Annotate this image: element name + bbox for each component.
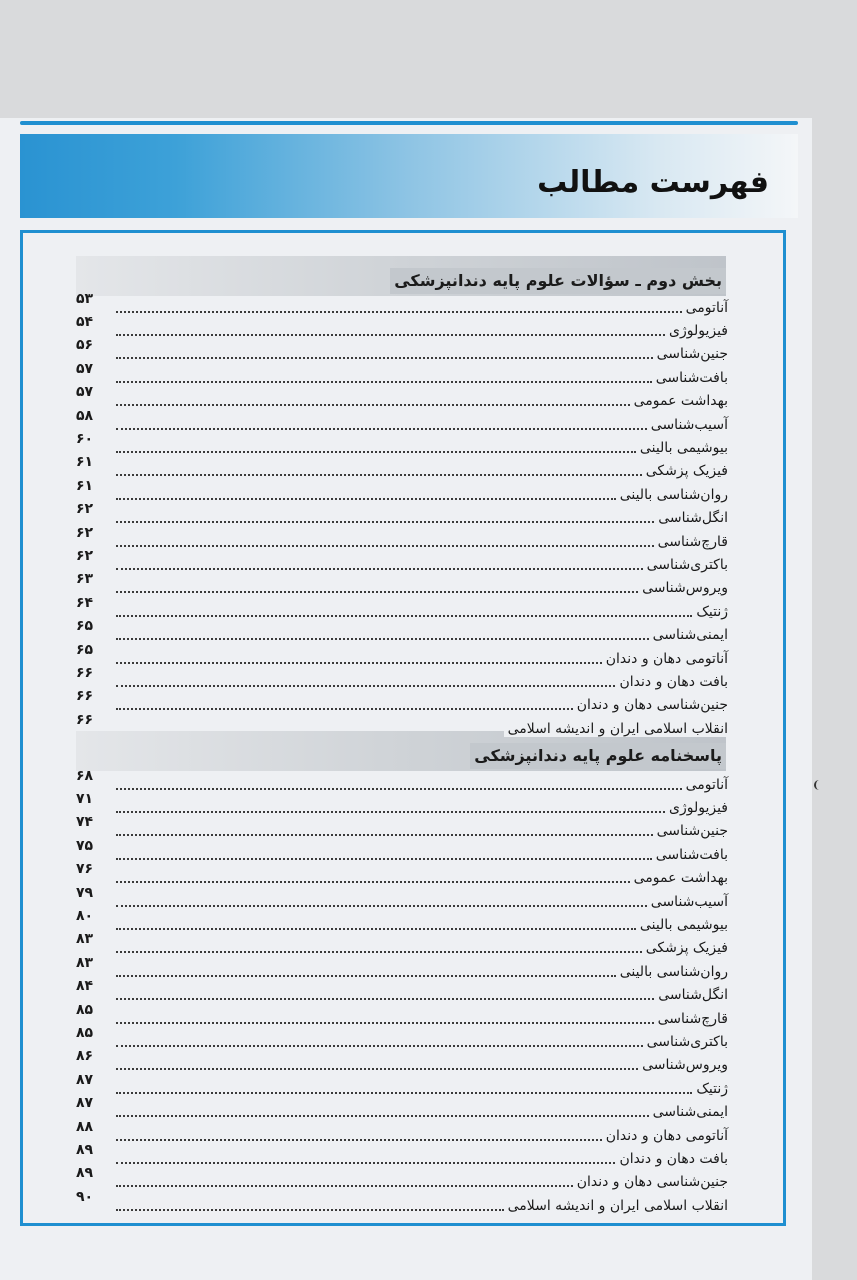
- toc-entry-page: ۶۲: [76, 547, 94, 564]
- toc-entry: [76, 814, 728, 843]
- dot-leader: [116, 1139, 602, 1141]
- dot-leader: [116, 811, 665, 813]
- toc-entry-page: ۷۶: [76, 861, 94, 878]
- toc-entry-page: ۶۴: [76, 594, 94, 611]
- toc-entry: [76, 791, 728, 819]
- toc-entry: [76, 547, 728, 576]
- toc-entry: [76, 978, 728, 1007]
- toc-entry: [76, 688, 728, 717]
- toc-entry: [76, 837, 728, 866]
- toc-entry-label: آناتومی: [682, 777, 728, 793]
- toc-entry-label: بیوشیمی بالینی: [636, 440, 728, 456]
- toc-entry: [76, 664, 728, 693]
- dot-leader: [116, 1162, 615, 1164]
- toc-entry-page: ۵۸: [76, 407, 94, 424]
- toc-entry: [76, 1095, 728, 1123]
- toc-list-questions: [76, 290, 728, 740]
- dot-leader: [116, 1068, 638, 1070]
- toc-entry-label: بافت دهان و دندان: [615, 674, 728, 690]
- toc-entry-label: انقلاب اسلامی ایران و اندیشه اسلامی: [504, 1198, 728, 1214]
- dot-leader: [116, 708, 573, 710]
- page-title: فهرست مطالب: [537, 165, 769, 200]
- toc-entry-label: بیوشیمی بالینی: [636, 917, 728, 933]
- dot-leader: [116, 451, 636, 453]
- section-title: پاسخنامه علوم پایه دندانپزشکی: [470, 743, 726, 769]
- toc-entry-page: ۵۷: [76, 384, 94, 401]
- dot-leader: [116, 1209, 504, 1211]
- toc-entry-label: قارچ‌شناسی: [654, 1011, 728, 1027]
- toc-entry-page: ۸۸: [76, 1118, 94, 1135]
- toc-entry-label: ایمنی‌شناسی: [649, 627, 728, 643]
- dot-leader: [116, 858, 652, 860]
- toc-entry-label: جنین‌شناسی دهان و دندان: [573, 697, 728, 713]
- dot-leader: [116, 1092, 692, 1094]
- toc-entry-page: ۸۰: [76, 908, 94, 925]
- toc-entry: [76, 618, 728, 646]
- toc-entry-page: ۸۵: [76, 1024, 94, 1041]
- toc-entry-label: آناتومی: [682, 300, 728, 316]
- toc-entry-label: ویروس‌شناسی: [638, 1057, 728, 1073]
- dot-leader: [116, 905, 647, 907]
- toc-entry-page: ۷۱: [76, 791, 94, 808]
- toc-entry-label: باکتری‌شناسی: [643, 1034, 728, 1050]
- toc-entry-label: روان‌شناسی بالینی: [616, 487, 728, 503]
- dot-leader: [116, 568, 643, 570]
- toc-entry-page: ۵۴: [76, 314, 94, 331]
- dot-leader: [116, 788, 682, 790]
- toc-entry-page: ۶۳: [76, 571, 94, 588]
- toc-entry-page: ۸۳: [76, 931, 94, 948]
- toc-entry-page: ۶۱: [76, 454, 94, 471]
- toc-entry-page: ۵۳: [76, 290, 94, 307]
- toc-list-answers: [76, 767, 728, 1217]
- toc-entry-label: بهداشت عمومی: [630, 393, 728, 409]
- toc-entry-page: ۸۶: [76, 1048, 94, 1065]
- toc-entry-label: آناتومی دهان و دندان: [602, 1128, 728, 1144]
- toc-entry-label: فیزیولوژی: [665, 800, 728, 816]
- toc-entry-label: آناتومی دهان و دندان: [602, 651, 728, 667]
- toc-entry: [76, 454, 728, 483]
- dot-leader: [116, 311, 682, 313]
- dot-leader: [116, 881, 630, 883]
- toc-entry: [76, 1165, 728, 1194]
- dot-leader: [116, 834, 653, 836]
- toc-entry-label: باکتری‌شناسی: [643, 557, 728, 573]
- dot-leader: [116, 928, 636, 930]
- toc-entry: [76, 1118, 728, 1147]
- toc-entry-label: فیزیک پزشکی: [642, 940, 728, 956]
- toc-entry: [76, 1001, 728, 1030]
- toc-entry: [76, 1141, 728, 1170]
- toc-entry-page: ۶۶: [76, 711, 94, 728]
- toc-entry: [76, 501, 728, 530]
- toc-entry-label: آسیب‌شناسی: [647, 417, 728, 433]
- toc-entry-label: فیزیولوژی: [665, 323, 728, 339]
- toc-entry: [76, 314, 728, 342]
- toc-entry-label: بافت‌شناسی: [652, 370, 728, 386]
- toc-entry-label: بافت‌شناسی: [652, 847, 728, 863]
- dot-leader: [116, 615, 692, 617]
- toc-entry-label: ژنتیک: [692, 1081, 728, 1097]
- toc-entry: [76, 861, 728, 890]
- toc-entry: [76, 1071, 728, 1100]
- dot-leader: [116, 1185, 573, 1187]
- top-rule: [20, 121, 798, 125]
- toc-entry: [76, 767, 728, 796]
- toc-entry: [76, 641, 728, 670]
- toc-entry: [76, 524, 728, 553]
- toc-entry-label: جنین‌شناسی: [653, 346, 728, 362]
- pen-mark: [814, 780, 824, 790]
- toc-entry: [76, 407, 728, 436]
- toc-entry: [76, 360, 728, 389]
- dot-leader: [116, 638, 649, 640]
- dot-leader: [116, 662, 602, 664]
- dot-leader: [116, 1045, 643, 1047]
- toc-entry-page: ۸۹: [76, 1141, 94, 1158]
- toc-entry: [76, 571, 728, 600]
- dot-leader: [116, 685, 615, 687]
- toc-entry-page: ۹۰: [76, 1188, 94, 1205]
- toc-entry: [76, 908, 728, 936]
- toc-entry-label: قارچ‌شناسی: [654, 534, 728, 550]
- toc-entry-label: بهداشت عمومی: [630, 870, 728, 886]
- dot-leader: [116, 521, 654, 523]
- dot-leader: [116, 1115, 649, 1117]
- toc-entry: [76, 477, 728, 506]
- toc-entry-page: ۸۷: [76, 1071, 94, 1088]
- toc-entry-page: ۸۴: [76, 978, 94, 995]
- toc-entry-page: ۶۶: [76, 664, 94, 681]
- toc-entry-label: روان‌شناسی بالینی: [616, 964, 728, 980]
- section-header-questions: [76, 256, 726, 296]
- toc-entry: [76, 431, 728, 459]
- dot-leader: [116, 545, 654, 547]
- toc-entry-page: ۶۱: [76, 477, 94, 494]
- toc-entry-label: بافت دهان و دندان: [615, 1151, 728, 1167]
- dot-leader: [116, 975, 616, 977]
- toc-entry-page: ۶۲: [76, 524, 94, 541]
- dot-leader: [116, 951, 642, 953]
- dot-leader: [116, 591, 638, 593]
- toc-entry-page: ۸۹: [76, 1165, 94, 1182]
- toc-entry: [76, 290, 728, 319]
- toc-entry-page: ۶۵: [76, 618, 94, 635]
- toc-entry: [76, 1188, 728, 1217]
- toc-entry-label: انگل‌شناسی: [654, 510, 728, 526]
- toc-entry: [76, 884, 728, 913]
- dot-leader: [116, 1022, 654, 1024]
- section-title: بخش دوم ـ سؤالات علوم پایه دندانپزشکی: [390, 268, 726, 294]
- toc-entry-page: ۶۲: [76, 501, 94, 518]
- toc-entry-page: ۸۵: [76, 1001, 94, 1018]
- toc-entry-label: ژنتیک: [692, 604, 728, 620]
- toc-entry: [76, 384, 728, 413]
- toc-entry-label: جنین‌شناسی: [653, 823, 728, 839]
- toc-entry-label: آسیب‌شناسی: [647, 894, 728, 910]
- toc-entry-page: ۶۵: [76, 641, 94, 658]
- toc-entry: [76, 337, 728, 366]
- toc-entry: [76, 594, 728, 623]
- dot-leader: [116, 474, 642, 476]
- toc-entry: [76, 954, 728, 983]
- toc-entry-page: ۶۸: [76, 767, 94, 784]
- toc-entry-label: فیزیک پزشکی: [642, 463, 728, 479]
- toc-entry: [76, 1024, 728, 1053]
- dot-leader: [116, 998, 654, 1000]
- toc-entry-page: ۷۹: [76, 884, 94, 901]
- toc-entry-page: ۶۶: [76, 688, 94, 705]
- toc-entry-label: ایمنی‌شناسی: [649, 1104, 728, 1120]
- toc-entry-page: ۸۷: [76, 1095, 94, 1112]
- toc-entry-label: انقلاب اسلامی ایران و اندیشه اسلامی: [504, 721, 728, 737]
- toc-entry-page: ۷۴: [76, 814, 94, 831]
- dot-leader: [116, 357, 653, 359]
- toc-entry: [76, 1048, 728, 1077]
- toc-entry-label: جنین‌شناسی دهان و دندان: [573, 1174, 728, 1190]
- toc-entry-label: انگل‌شناسی: [654, 987, 728, 1003]
- toc-entry-page: ۸۳: [76, 954, 94, 971]
- dot-leader: [116, 428, 647, 430]
- dot-leader: [116, 381, 652, 383]
- dot-leader: [116, 404, 630, 406]
- toc-entry-page: ۷۵: [76, 837, 94, 854]
- dot-leader: [116, 334, 665, 336]
- toc-entry: [76, 931, 728, 960]
- toc-entry-page: ۵۷: [76, 360, 94, 377]
- section-header-answers: [76, 731, 726, 771]
- dot-leader: [116, 498, 616, 500]
- toc-entry-label: ویروس‌شناسی: [638, 580, 728, 596]
- toc-entry-page: ۵۶: [76, 337, 94, 354]
- toc-entry-page: ۶۰: [76, 431, 94, 448]
